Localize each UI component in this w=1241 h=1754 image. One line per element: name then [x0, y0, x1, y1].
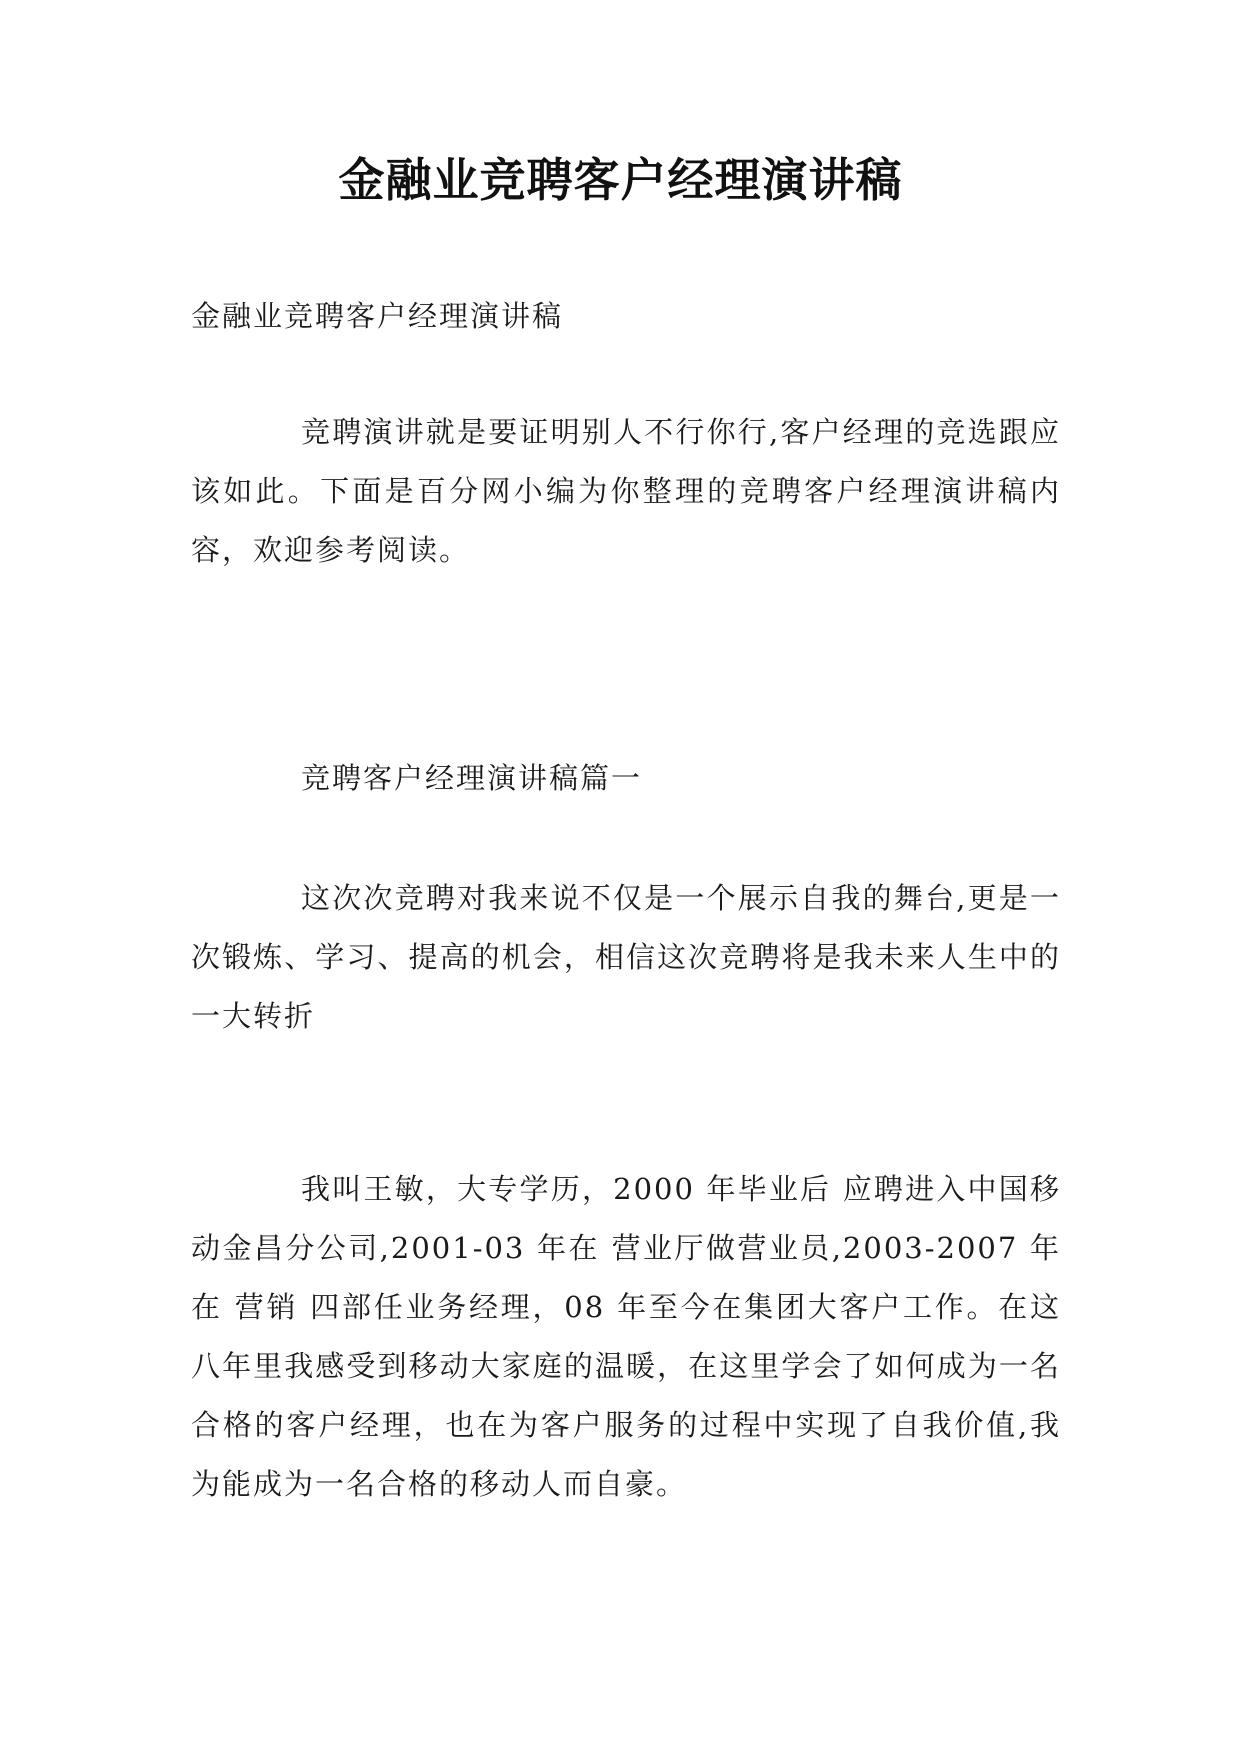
body-paragraph-2: 我叫王敏，大专学历，2000 年毕业后 应聘进入中国移动金昌分公司,2001-03 年在 营业厅做营业员,2003-2007 年在 营销 四部任业务经理，08 年至今在集团大客户工作。在这 八年里我感受到移动大家庭的温暖，在这里学会了如何成为一名合格的客户经理，也在为客户服务的过程中实现了自我价值,我为能成为一名合格的移动人而自豪。 — [191, 1172, 1061, 1501]
body-paragraph-1: 这次次竞聘对我来说不仅是一个展示自我的舞台,更是一次锻炼、学习、提高的机会，相信这次竞聘将是我未来人生中的一大转折 — [191, 881, 1061, 1033]
document-title: 金融业竞聘客户经理演讲稿 — [338, 153, 903, 207]
section-heading: 竞聘客户经理演讲稿篇一 — [301, 761, 643, 795]
document-subtitle: 金融业竞聘客户经理演讲稿 — [191, 299, 564, 333]
intro-paragraph: 竞聘演讲就是要证明别人不行你行,客户经理的竞选跟应该如此。下面是百分网小编为你整理的竞聘客户经理演讲稿内容，欢迎参考阅读。 — [191, 415, 1061, 567]
